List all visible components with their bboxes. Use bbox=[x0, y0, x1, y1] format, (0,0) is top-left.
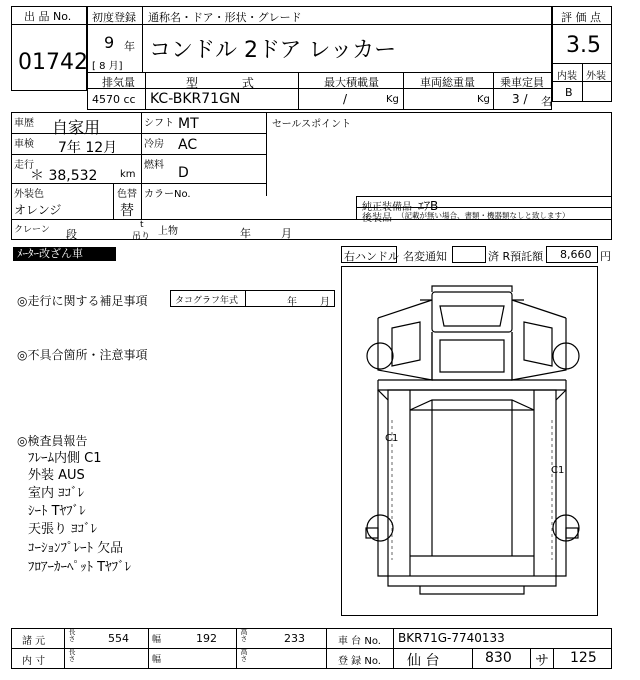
genuine-label: 純正装備品 bbox=[362, 202, 412, 213]
height-value: 233 bbox=[284, 632, 305, 645]
max-load-label: 最大積載量 bbox=[324, 76, 379, 89]
driving-remarks-label: ◎走行に関する補足事項 bbox=[17, 294, 148, 308]
crane-stage: 段 bbox=[66, 228, 77, 241]
inspector-line: ｺｰｼｮﾝﾌﾟﾚｰﾄ 欠品 bbox=[28, 541, 124, 556]
year-unit: 年 bbox=[124, 40, 135, 53]
upper-label: 上物 bbox=[158, 226, 178, 237]
color-label: 外装色 bbox=[14, 189, 44, 200]
tachograph-label: タコグラフ年式 bbox=[175, 296, 239, 306]
inspector-label: ◎検査員報告 bbox=[17, 434, 88, 448]
interior-label: 内装 bbox=[557, 71, 577, 82]
sales-point-label: セールスポイント bbox=[272, 119, 352, 130]
aftermarket-label: 後装品 bbox=[362, 213, 392, 224]
capacity: 3 / bbox=[512, 92, 528, 106]
repaint: 替 bbox=[120, 203, 134, 219]
dims-label: 諸 元 bbox=[22, 636, 46, 647]
reg-number: 125 bbox=[570, 650, 597, 666]
genuine-equipment: ｴｱB bbox=[418, 199, 439, 213]
aircon: AC bbox=[178, 137, 198, 153]
inspector-line: 外装 AUS bbox=[28, 468, 85, 483]
in-width-label: 幅 bbox=[152, 655, 162, 665]
meter-tampered-tag: ﾒｰﾀｰ改ざん車 bbox=[13, 247, 116, 261]
name-change-label: 名変通知 bbox=[403, 250, 447, 263]
vehicle-diagram-frame bbox=[341, 266, 598, 616]
recycle-amount: 8,660 bbox=[560, 248, 592, 261]
gross-weight-unit: Kg bbox=[477, 94, 490, 105]
max-load: / bbox=[343, 92, 348, 106]
inspection-label: 車検 bbox=[14, 139, 34, 150]
recycle-label: 済 R預託額 bbox=[488, 250, 544, 263]
chassis-label: 車 台 No. bbox=[338, 636, 381, 647]
gross-weight-label: 車両総重量 bbox=[420, 76, 475, 89]
reg-class: 830 bbox=[485, 650, 512, 666]
width-label: 幅 bbox=[152, 635, 162, 645]
inspector-line: 室内 ﾖｺﾞﾚ bbox=[28, 486, 85, 501]
crane-ton-bottom: 吊り bbox=[132, 232, 151, 242]
fuel-label: 燃料 bbox=[144, 160, 164, 171]
mileage-label: 走行 bbox=[14, 160, 34, 171]
mileage-unit: km bbox=[120, 169, 136, 180]
crane-label: クレーン bbox=[14, 225, 50, 235]
car-name: コンドル 2ドア レッカー bbox=[149, 38, 397, 63]
first-reg-label: 初度登録 bbox=[92, 11, 136, 24]
interior-dims-label: 内 寸 bbox=[22, 656, 46, 667]
height-label: 高さ bbox=[240, 628, 248, 642]
inspector-line: ﾌﾚｰﾑ内側 C1 bbox=[28, 451, 102, 466]
inspector-line: ｼｰﾄ Tﾔﾌﾞﾚ bbox=[28, 504, 86, 519]
model: KC-BKR71GN bbox=[150, 91, 241, 107]
tachograph-month: 月 bbox=[320, 297, 330, 308]
color: オレンジ bbox=[14, 203, 62, 217]
shift: MT bbox=[178, 116, 199, 132]
damage-mark-left: C1 bbox=[385, 433, 399, 444]
damage-mark-right: C1 bbox=[551, 465, 565, 476]
inspector-line: 天張り ﾖｺﾞﾚ bbox=[28, 522, 98, 537]
capacity-label: 乗車定員 bbox=[500, 76, 544, 89]
upper-year: 年 bbox=[240, 227, 251, 240]
recycle-unit: 円 bbox=[600, 250, 611, 263]
fuel: D bbox=[178, 165, 189, 181]
max-load-unit: Kg bbox=[386, 94, 399, 105]
model-label: 型 式 bbox=[186, 76, 254, 90]
inspector-line: ﾌﾛｱｰｶｰﾍﾟｯﾄ Tﾔﾌﾞﾚ bbox=[28, 560, 132, 575]
score-value: 3.5 bbox=[566, 33, 601, 58]
width-value: 192 bbox=[196, 632, 217, 645]
shift-label: シフト bbox=[144, 118, 174, 129]
length-label: 長さ bbox=[68, 628, 76, 642]
lot-label: 出 品 No. bbox=[24, 10, 72, 23]
displacement-label: 排気量 bbox=[102, 76, 135, 89]
exterior-label: 外装 bbox=[586, 71, 606, 82]
lot-number: 01742 bbox=[18, 50, 88, 75]
tachograph-year: 年 bbox=[287, 297, 297, 308]
upper-month: 月 bbox=[281, 227, 292, 240]
color-no-label: カラーNo. bbox=[144, 189, 191, 200]
chassis-number: BKR71G-7740133 bbox=[398, 631, 505, 645]
in-length-label: 長さ bbox=[68, 648, 76, 662]
defects-label: ◎不具合箇所・注意事項 bbox=[17, 348, 148, 362]
length-value: 554 bbox=[108, 632, 129, 645]
right-handle: 右ハンドル bbox=[344, 250, 399, 263]
interior-grade: B bbox=[565, 86, 573, 99]
reg-kana: サ bbox=[535, 653, 549, 669]
reg-label: 登 録 No. bbox=[338, 656, 381, 667]
crane-ton-top: t bbox=[140, 220, 144, 230]
displacement: 4570 cc bbox=[92, 93, 136, 106]
name-change-box bbox=[452, 246, 486, 263]
history-label: 車歴 bbox=[14, 118, 34, 129]
repaint-label: 色替 bbox=[117, 189, 137, 200]
inspection: 7年 12月 bbox=[58, 140, 118, 156]
reg-region: 仙 台 bbox=[407, 653, 440, 669]
first-reg-year: 9 bbox=[104, 33, 115, 52]
mileage: ＊ 38,532 bbox=[30, 168, 98, 184]
aircon-label: 冷房 bbox=[144, 139, 164, 150]
score-label: 評 価 点 bbox=[561, 11, 601, 24]
capacity-unit: 名 bbox=[541, 95, 552, 108]
name-label: 通称名・ドア・形状・グレード bbox=[148, 11, 302, 24]
history: 自家用 bbox=[52, 118, 101, 137]
aftermarket-note: （記載が無い場合、書類・機器類なしと致します） bbox=[397, 211, 570, 220]
first-reg-month: [ 8 月] bbox=[92, 61, 123, 72]
in-height-label: 高さ bbox=[240, 648, 248, 662]
